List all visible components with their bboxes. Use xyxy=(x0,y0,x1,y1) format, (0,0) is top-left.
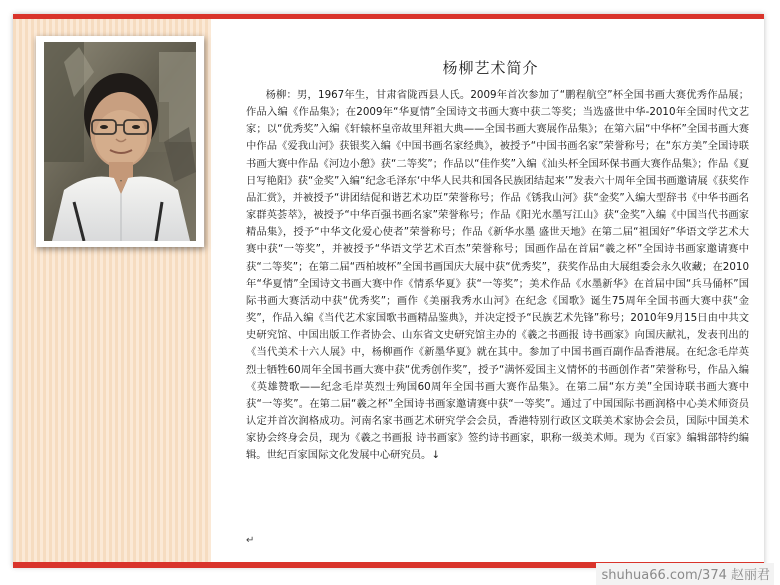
site-watermark: shuhua66.com/374 赵丽君 xyxy=(596,563,774,585)
content-area xyxy=(233,36,748,556)
portrait-frame xyxy=(36,36,204,247)
document-title: 杨柳艺术简介 xyxy=(442,59,539,77)
biography-text: 杨柳：男，1967年生，甘肃省陇西县人氏。2009年首次参加了“鹏程航空”杯全国书画大赛优秀作品展；作品入编《作品集》；在2009年“华夏情”全国诗文书画大赛中获二等奖；当选盛世中华-2010年全国时代文艺家；以“优秀奖”入编《轩辕杯皇帝故里拜祖大典——全国书画大赛展作品集》；在第六届“中华杯”全国书画大赛中作品《爱我山河》获银奖入编《中国书画名家经典》，被授予“中国书画名家”荣誉称号；在“东方美”全国诗联书画大赛中作品《河边小憩》获“二等奖”；作品以“佳作奖”入编《汕头杯全国环保书画大赛作品集》；作品《夏日写艳阳》获“金奖”入编“纪念毛泽东‘中华人民共和国各民族团结起来’”发表六十周年全国书画邀请展《获奖作品汇赏》，并被授予“讲团结促和谐艺术功臣”荣誉称号；作品《锈我山河》获“金奖”入编大型辞书《中华书画名家群英荟萃》，被授予“中华百强书画名家”荣誉称号；作品《阳光水墨写江山》获“金奖”入编《中国当代书画家精品集》，授予“中华文化爱心使者”荣誉称号；作品《新华水墨 盛世天地》在第二届“祖国好”华语文学艺术大赛中获“一等奖”，并被授予“华语文学艺术百杰”荣誉称号；国画作品在首届“羲之杯”全国诗书画家邀请赛中获“二等奖”；在第二届“西柏坡杯”全国书画国庆大展中获“优秀奖”，获奖作品由大展组委会永久收藏；在2010年“华夏情”全国诗文书画大赛中作《情系华夏》获“一等奖”；美术作品《水墨新华》在首届中国“兵马俑杯”国际书画大赛活动中获“优秀奖”；画作《美丽我秀水山河》在纪念《国歌》诞生75周年全国书画大赛中获“金奖”，作品入编《当代艺术家国歌书画精品鉴典》，并决定授予“民族艺术先锋”称号；2010年9月15日由中共文史研究馆、中国出版工作者协会、山东省文史研究馆主办的《羲之书画报 诗书画家》向国庆献礼，发表刊出的《当代美术十六人展》中，杨柳画作《新墨华夏》就在其中。参加了中国书画百副作品香港展。在纪念毛岸英烈士牺牲60周年全国书画大赛中获“优秀创作奖”，授予“满怀爱国主义情怀的书画创作者”荣誉称号，作品入编《英雄赞歌——纪念毛岸英烈士殉国60周年全国书画大赛作品集》。在第二届“东方美”全国诗联书画大赛中获“一等奖”。在第二届“羲之杯”全国诗书画家邀请赛中获“一等奖”。通过了中国国际书画润格中心美术师资员认定并首次润格成功。河南名家书画艺术研究学会会员，香港特别行政区文联美术家协会会员，国际中国美术家协会终身会员，现为《羲之书画报 诗书画家》签约诗书画家，职称一级美术师。现为《百家》编辑部特约编辑。世纪百家国际文化发展中心研究员。↓ xyxy=(246,89,749,462)
paragraph-mark: ↵ xyxy=(246,535,255,546)
top-accent-bar xyxy=(13,14,764,19)
portrait-photo xyxy=(44,42,196,241)
